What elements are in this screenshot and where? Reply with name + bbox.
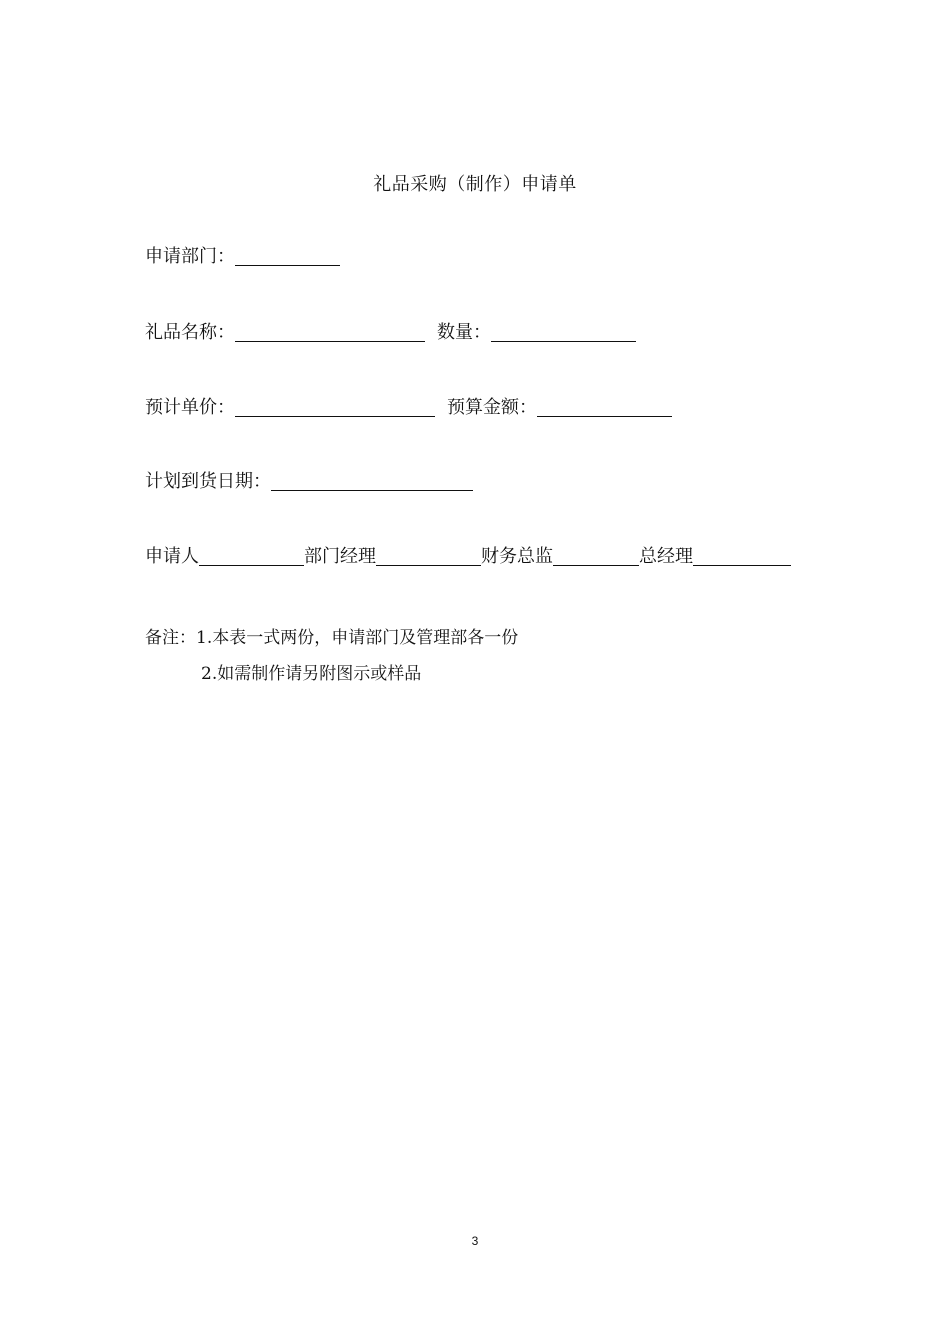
finance-director-label: 财务总监 [481,546,553,567]
quantity-field[interactable] [491,323,636,342]
gift-name-label: 礼品名称： [145,322,235,343]
page-number: 3 [471,1234,479,1248]
note-2-text: 2.如需制作请另附图示或样品 [201,664,422,684]
applicant-signature-field[interactable] [199,547,304,566]
dept-manager-signature-field[interactable] [376,547,481,566]
row-price [145,393,672,419]
finance-director-signature-field[interactable] [553,547,639,566]
note-line-1 [145,620,518,656]
unit-price-label: 预计单价： [145,397,235,418]
delivery-date-label: 计划到货日期： [145,471,271,492]
quantity-label: 数量： [437,322,491,343]
general-manager-label: 总经理 [639,546,693,567]
unit-price-field[interactable] [235,398,435,417]
budget-field[interactable] [537,398,672,417]
budget-label: 预算金额： [447,397,537,418]
gift-name-field[interactable] [235,323,425,342]
row-department [145,242,340,268]
dept-manager-label: 部门经理 [304,546,376,567]
row-gift-name [145,318,636,344]
note-1-text: 1.本表一式两份，申请部门及管理部各一份 [196,628,519,648]
delivery-date-field[interactable] [271,472,473,491]
applicant-label: 申请人 [145,546,199,567]
department-label: 申请部门： [145,246,235,267]
row-delivery-date [145,467,473,493]
department-field[interactable] [235,247,340,266]
notes-section [145,620,518,692]
form-title: 礼品采购（制作）申请单 [373,174,577,195]
row-signatures [145,542,791,568]
notes-prefix: 备注： [145,628,196,648]
note-line-2 [145,656,518,692]
general-manager-signature-field[interactable] [693,547,791,566]
